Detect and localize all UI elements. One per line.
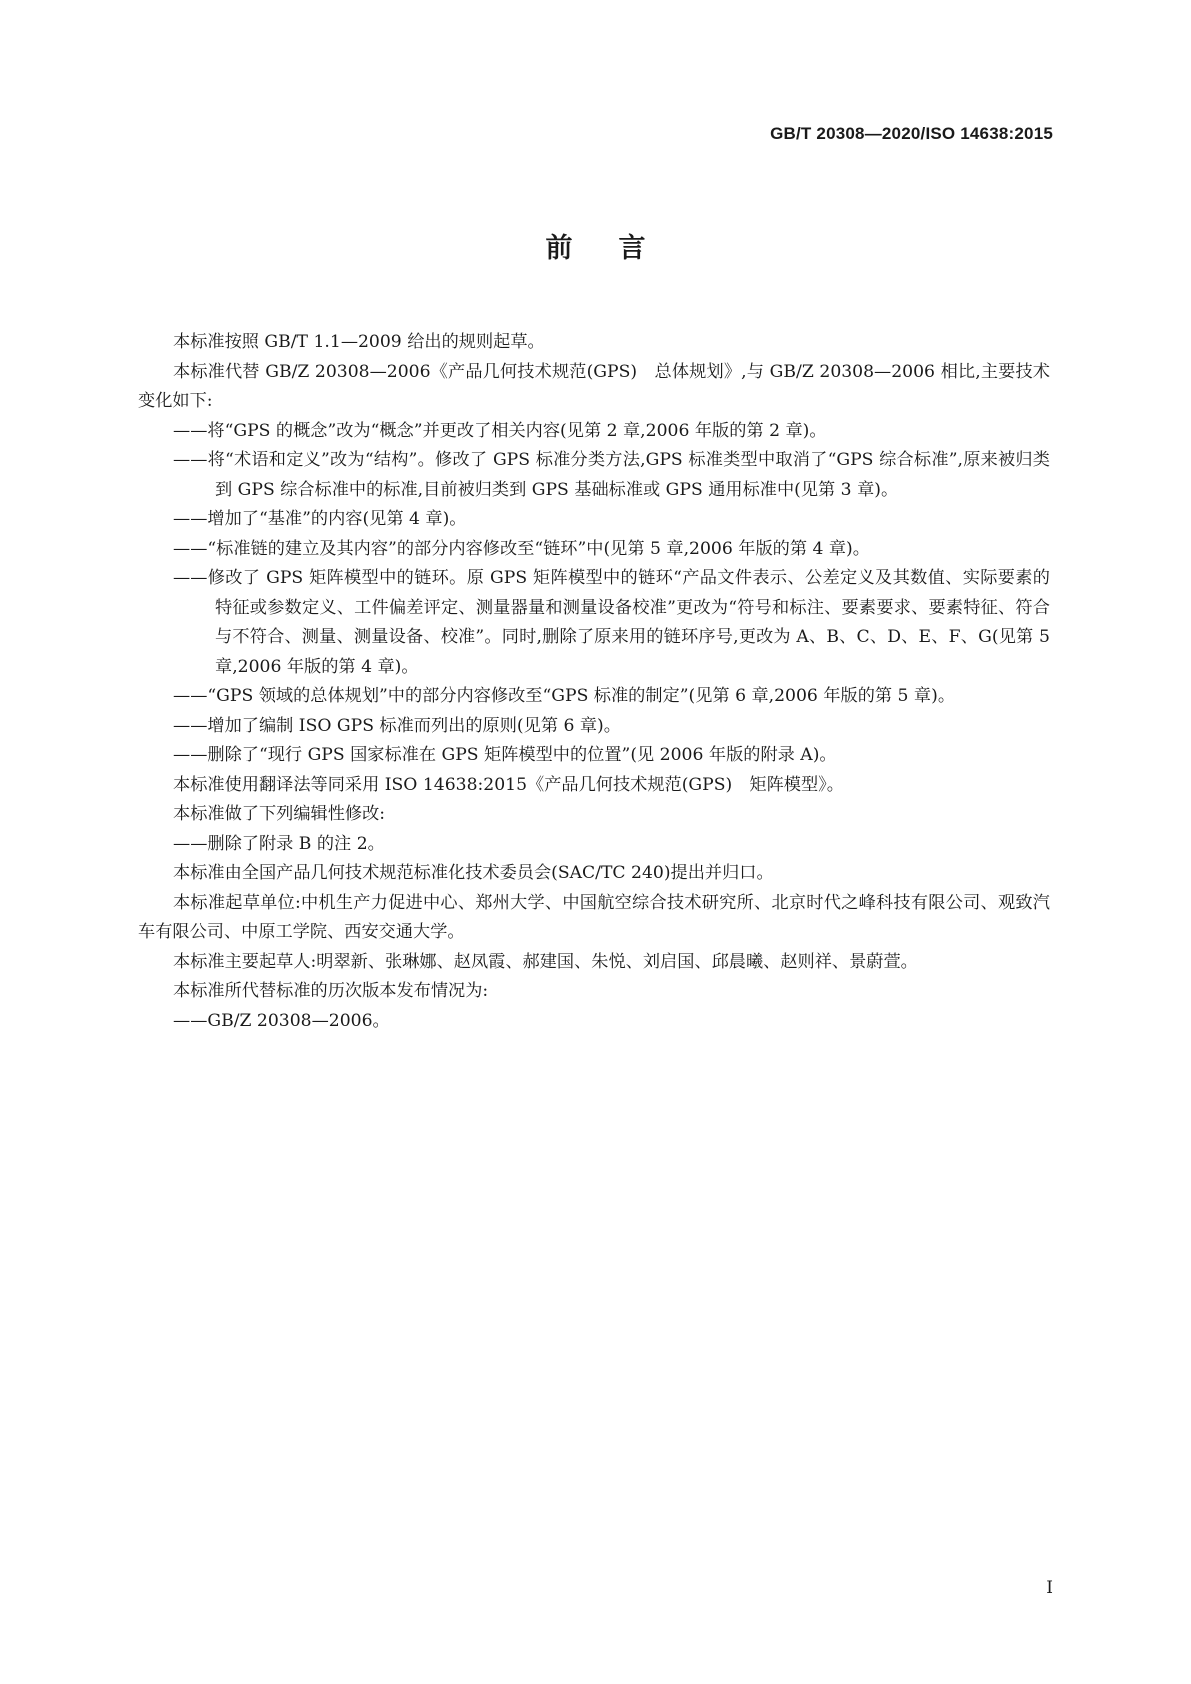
list-item: ——删除了附录 B 的注 2。	[173, 833, 385, 854]
page-title: 前言	[545, 233, 692, 264]
standard-code-header: GB/T 20308—2020/ISO 14638:2015	[770, 124, 1053, 143]
list-item: ——删除了“现行 GPS 国家标准在 GPS 矩阵模型中的位置”(见 2006 年版的附录 A)。	[173, 745, 837, 765]
paragraph: 本标准使用翻译法等同采用 ISO 14638:2015《产品几何技术规范(GPS) 矩阵模型》。	[173, 774, 844, 795]
paragraph: 本标准所代替标准的历次版本发布情况为:	[173, 981, 489, 1001]
paragraph: 本标准做了下列编辑性修改:	[173, 804, 386, 824]
foreword-body	[138, 328, 1050, 1036]
paragraph: 本标准按照 GB/T 1.1—2009 给出的规则起草。	[173, 332, 545, 352]
paragraph: 本标准由全国产品几何技术规范标准化技术委员会(SAC/TC 240)提出并归口。	[173, 863, 774, 883]
page-number: I	[1046, 1578, 1053, 1598]
list-item: ——增加了编制 ISO GPS 标准而列出的原则(见第 6 章)。	[173, 715, 621, 736]
list-item: ——“GPS 领域的总体规划”中的部分内容修改至“GPS 标准的制定”(见第 6 章,2006 年版的第 5 章)。	[173, 686, 956, 706]
paragraph: 本标准主要起草人:明翠新、张琳娜、赵凤霞、郝建国、朱悦、刘启国、邱晨曦、赵则祥、景蔚萱。	[173, 951, 918, 972]
list-item: ——将“术语和定义”改为“结构”。修改了 GPS 标准分类方法,GPS 标准类型中取消了“GPS 综合标准”,原来被归类到 GPS 综合标准中的标准,目前被归类到 GPS 基础标准或 GPS 通用标准中(见第 3 章)。	[173, 450, 1050, 500]
paragraph: 本标准代替 GB/Z 20308—2006《产品几何技术规范(GPS) 总体规划》,与 GB/Z 20308—2006 相比,主要技术变化如下:	[138, 361, 1050, 411]
list-item: ——增加了“基准”的内容(见第 4 章)。	[173, 509, 467, 529]
list-item: ——GB/Z 20308—2006。	[173, 1010, 390, 1031]
paragraph: 本标准起草单位:中机生产力促进中心、郑州大学、中国航空综合技术研究所、北京时代之峰科技有限公司、观致汽车有限公司、中原工学院、西安交通大学。	[138, 892, 1050, 942]
list-item: ——“标准链的建立及其内容”的部分内容修改至“链环”中(见第 5 章,2006 年版的第 4 章)。	[173, 538, 870, 559]
list-item: ——修改了 GPS 矩阵模型中的链环。原 GPS 矩阵模型中的链环“产品文件表示、公差定义及其数值、实际要素的特征或参数定义、工件偏差评定、测量器量和测量设备校准”更改为“符号和标注、要素要求、要素特征、符合与不符合、测量、测量设备、校准”。同时,删除了原来用的链环序号,更改为 A、B、C、D、E、F、G(见第 5 章,2006 年版的第 4 章)。	[173, 568, 1050, 677]
list-item: ——将“GPS 的概念”改为“概念”并更改了相关内容(见第 2 章,2006 年版的第 2 章)。	[173, 420, 827, 441]
